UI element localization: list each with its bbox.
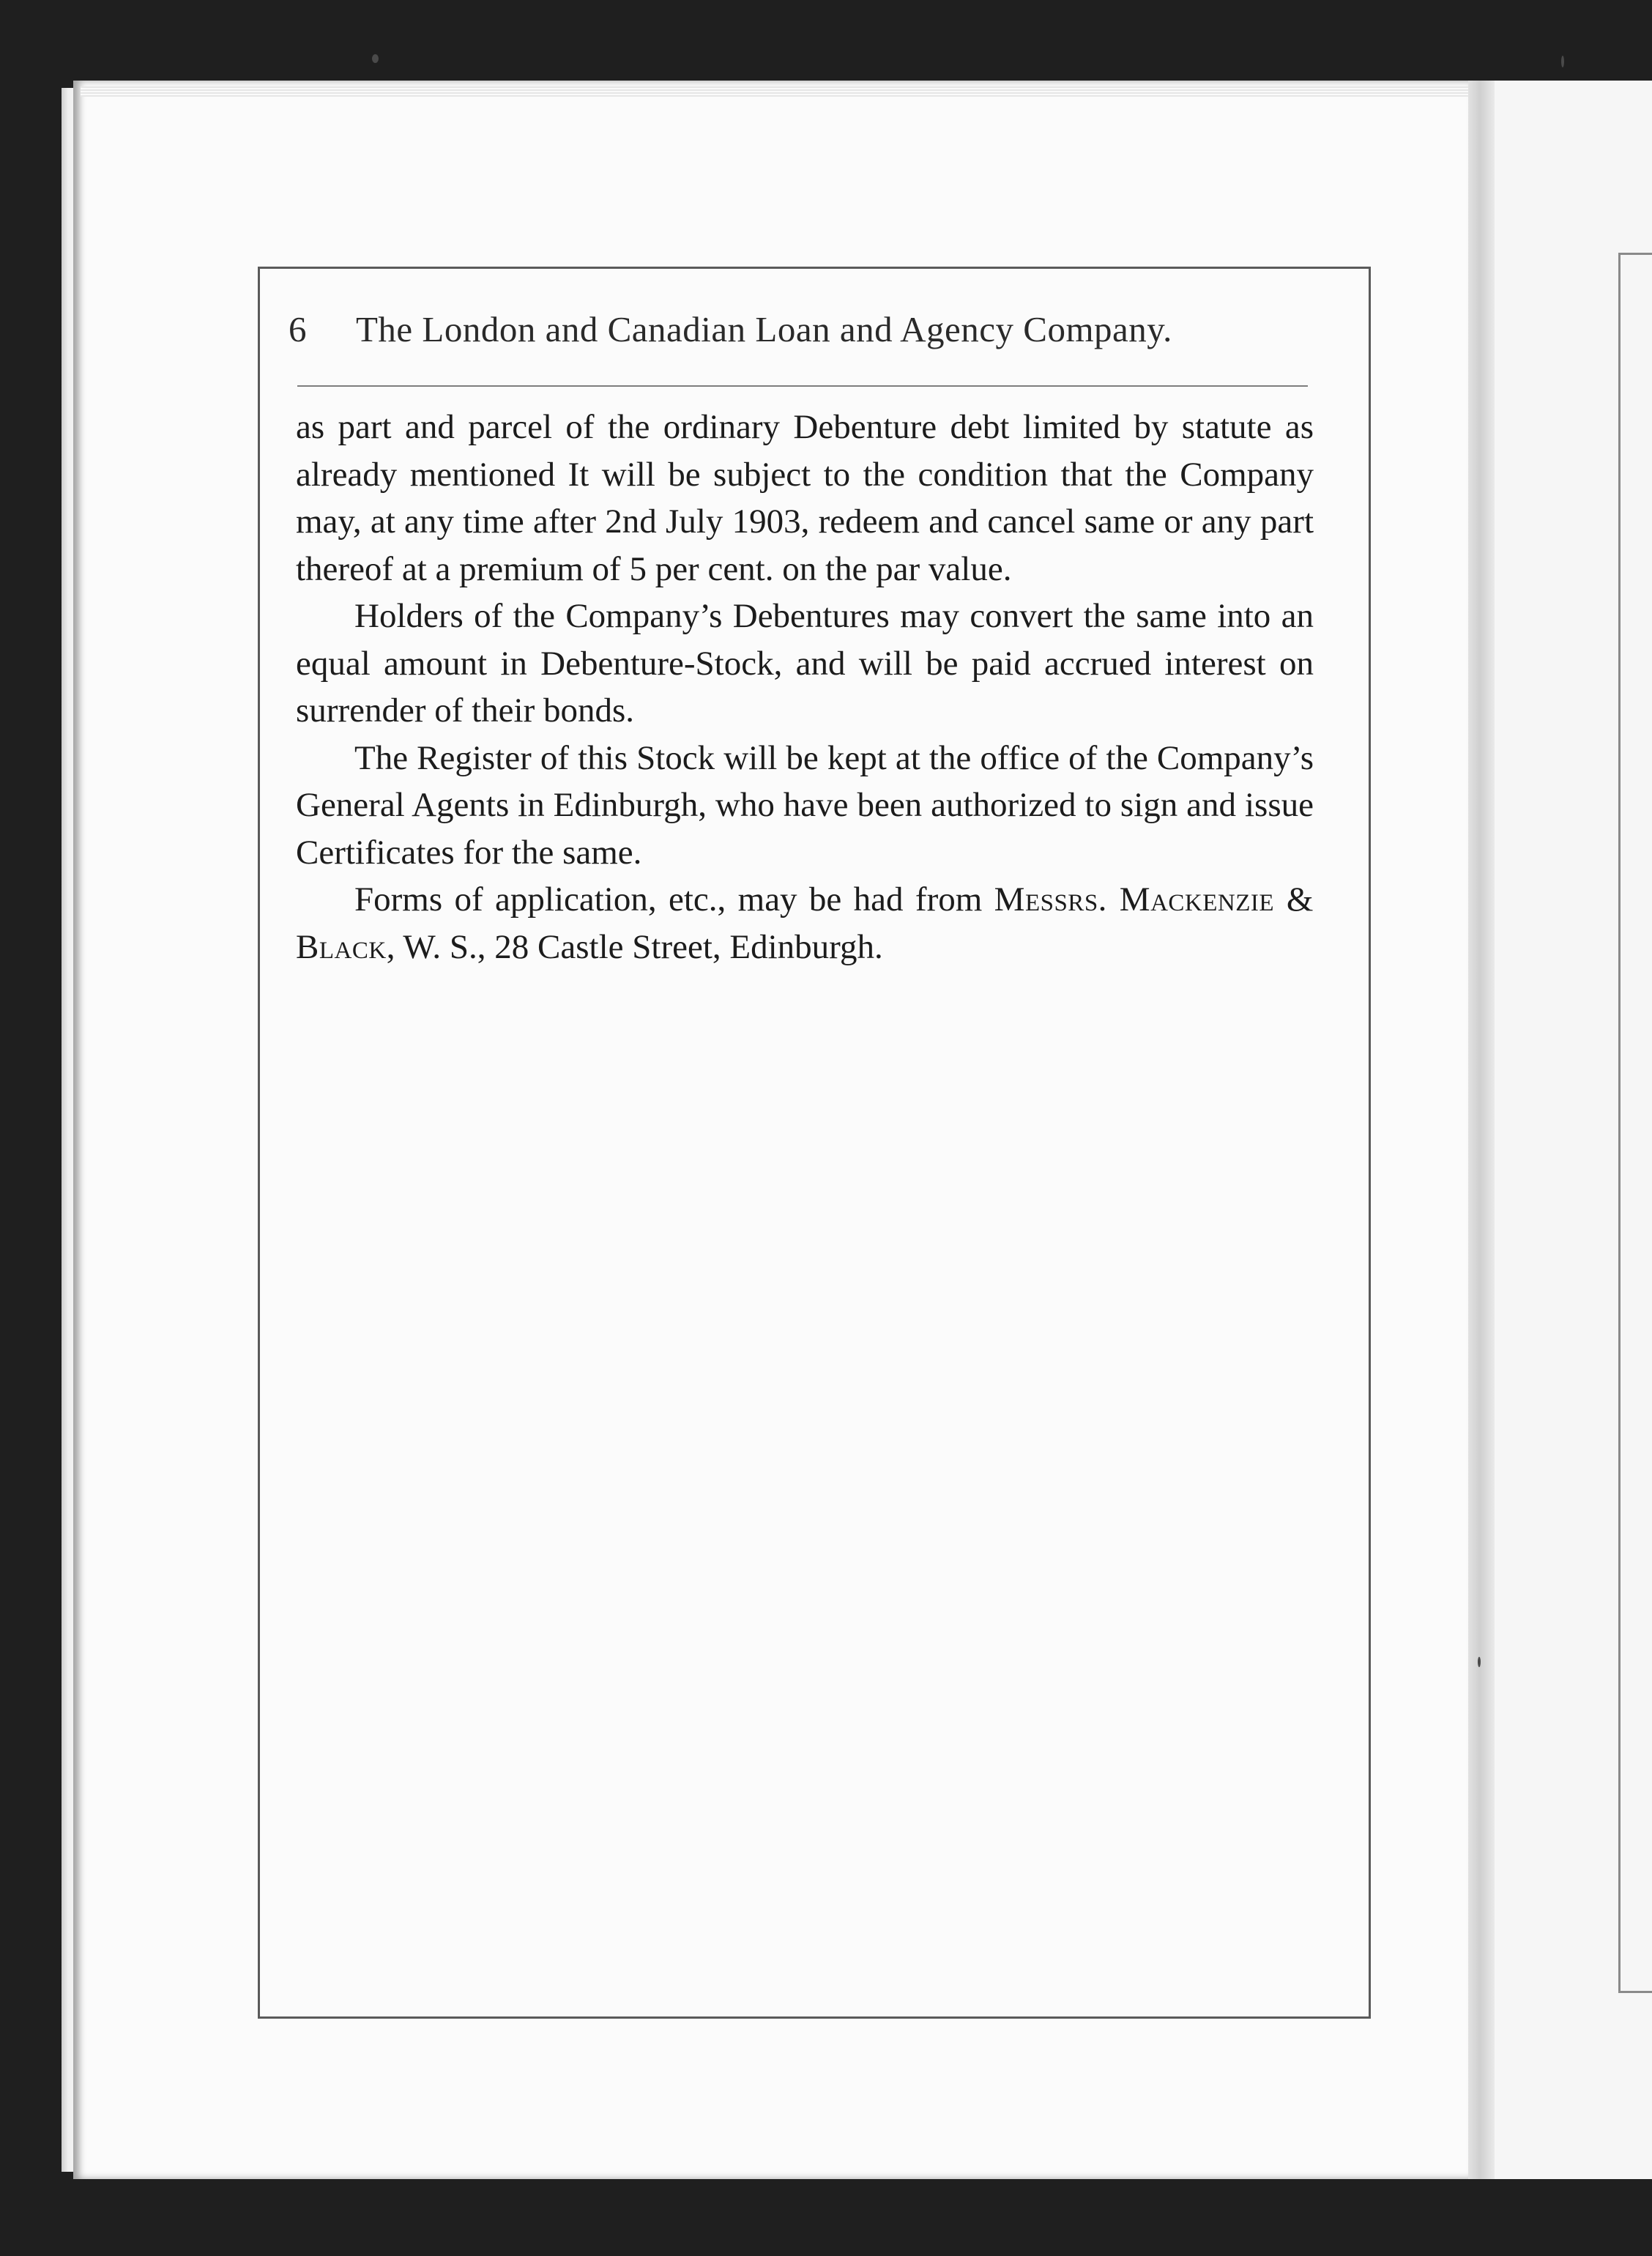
- book-gutter: [1468, 81, 1495, 2179]
- forms-address: , W. S., 28 Castle Street, Edinburgh.: [386, 927, 883, 966]
- paragraph-forms: [296, 876, 1314, 971]
- paragraph-continued: as part and parcel of the ordinary Debenture debt limited by statute as already mentioned It will be subject to the condition that the Company may, at any time after 2nd July 1903, redeem and cancel same or any part thereof at a premium of 5 per cent. on the par value.: [296, 408, 1314, 588]
- dust-speck: [1478, 1657, 1481, 1667]
- running-title: The London and Canadian Loan and Agency Company.: [356, 309, 1172, 349]
- forms-lead: Forms of application, etc., may be had from: [354, 880, 994, 919]
- running-head: [289, 308, 1306, 350]
- page-number: 6: [289, 309, 307, 349]
- paragraph-register: The Register of this Stock will be kept at the office of the Company’s General Agents in Edinburgh, who have been authorized to sign and issue Certificates for the same.: [296, 738, 1314, 872]
- firm-name: Messrs. Mackenzie & Black: [296, 880, 1314, 966]
- page-top-edge: [81, 86, 1472, 97]
- right-page-frame: [1618, 253, 1652, 1993]
- body-text: [296, 404, 1314, 971]
- dust-speck: [372, 54, 379, 63]
- dust-speck: [1561, 56, 1564, 67]
- paragraph-debentures: Holders of the Company’s Debentures may convert the same into an equal amount in Debenture-Stock, and will be paid accrued interest on surrender of their bonds.: [296, 597, 1314, 730]
- header-rule: [297, 385, 1308, 387]
- page-content: [289, 282, 1352, 1996]
